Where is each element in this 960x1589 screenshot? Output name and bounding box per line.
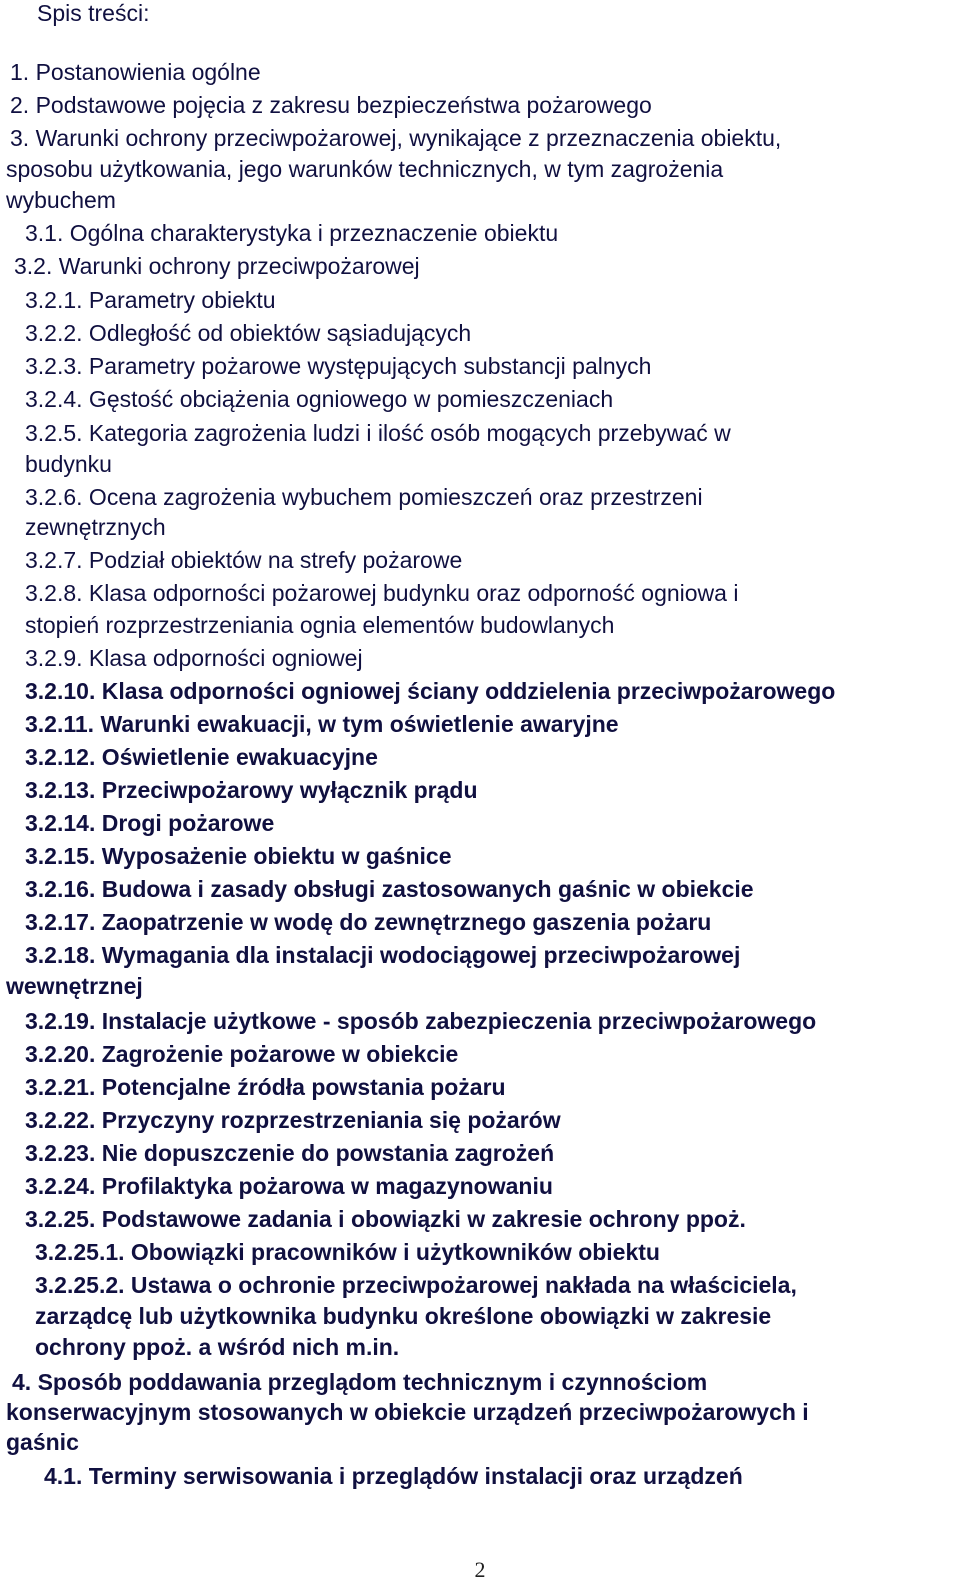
toc-entry: 4.1. Terminy serwisowania i przeglądów instalacji oraz urządzeń — [44, 1463, 743, 1489]
toc-entry: 3.2. Warunki ochrony przeciwpożarowej — [14, 253, 420, 279]
toc-title: Spis treści: — [37, 0, 150, 26]
toc-entry: ochrony ppoż. a wśród nich m.in. — [35, 1334, 400, 1360]
toc-entry: 3.2.2. Odległość od obiektów sąsiadujących — [25, 320, 472, 346]
toc-entry: gaśnic — [6, 1429, 79, 1455]
toc-entry: 2. Podstawowe pojęcia z zakresu bezpieczeństwa pożarowego — [10, 92, 652, 118]
toc-entry: 3.1. Ogólna charakterystyka i przeznaczenie obiektu — [25, 220, 559, 246]
toc-entry: 3.2.20. Zagrożenie pożarowe w obiekcie — [25, 1041, 459, 1067]
toc-entry: sposobu użytkowania, jego warunków technicznych, w tym zagrożenia — [6, 156, 724, 182]
toc-entry: wewnętrznej — [6, 973, 143, 999]
toc-entry: 3.2.7. Podział obiektów na strefy pożarowe — [25, 547, 463, 573]
toc-entry: 3.2.18. Wymagania dla instalacji wodociągowej przeciwpożarowej — [25, 942, 741, 968]
toc-entry: 3.2.19. Instalacje użytkowe - sposób zabezpieczenia przeciwpożarowego — [25, 1008, 817, 1034]
toc-entry: 3.2.16. Budowa i zasady obsługi zastosowanych gaśnic w obiekcie — [25, 876, 754, 902]
toc-entry: 3.2.25.2. Ustawa o ochronie przeciwpożarowej nakłada na właściciela, — [35, 1272, 797, 1298]
toc-entry: 3.2.21. Potencjalne źródła powstania pożaru — [25, 1074, 506, 1100]
toc-entry: 3.2.10. Klasa odporności ogniowej ściany oddzielenia przeciwpożarowego — [25, 678, 836, 704]
toc-entry: 3. Warunki ochrony przeciwpożarowej, wynikające z przeznaczenia obiektu, — [10, 125, 782, 151]
toc-entry: 4. Sposób poddawania przeglądom technicznym i czynnościom — [12, 1369, 708, 1395]
toc-entry: zarządcę lub użytkownika budynku określone obowiązki w zakresie — [35, 1303, 772, 1329]
toc-entry: 3.2.25.1. Obowiązki pracowników i użytkowników obiektu — [35, 1239, 660, 1265]
toc-entry: wybuchem — [6, 187, 116, 213]
toc-entry: 3.2.4. Gęstość obciążenia ogniowego w pomieszczeniach — [25, 386, 614, 412]
toc-entry: 3.2.14. Drogi pożarowe — [25, 810, 275, 836]
toc-entry: 3.2.1. Parametry obiektu — [25, 287, 276, 313]
toc-entry: 3.2.22. Przyczyny rozprzestrzeniania się pożarów — [25, 1107, 561, 1133]
toc-entry: 3.2.15. Wyposażenie obiektu w gaśnice — [25, 843, 452, 869]
toc-entry: 3.2.6. Ocena zagrożenia wybuchem pomieszczeń oraz przestrzeni — [25, 484, 703, 510]
toc-entry: 3.2.23. Nie dopuszczenie do powstania zagrożeń — [25, 1140, 555, 1166]
toc-entry: 1. Postanowienia ogólne — [10, 59, 261, 85]
toc-entry: 3.2.17. Zaopatrzenie w wodę do zewnętrznego gaszenia pożaru — [25, 909, 712, 935]
toc-entry: 3.2.9. Klasa odporności ogniowej — [25, 645, 363, 671]
toc-entry: konserwacyjnym stosowanych w obiekcie urządzeń przeciwpożarowych i — [6, 1399, 809, 1425]
toc-entry: zewnętrznych — [25, 514, 166, 540]
toc-entry: 3.2.5. Kategoria zagrożenia ludzi i ilość osób mogących przebywać w — [25, 420, 731, 446]
toc-entry: 3.2.3. Parametry pożarowe występujących substancji palnych — [25, 353, 652, 379]
toc-entry: 3.2.12. Oświetlenie ewakuacyjne — [25, 744, 378, 770]
toc-entry: 3.2.8. Klasa odporności pożarowej budynku oraz odporność ogniowa i — [25, 580, 739, 606]
toc-entry: budynku — [25, 451, 112, 477]
toc-entry: stopień rozprzestrzeniania ognia elementów budowlanych — [25, 612, 615, 638]
toc-entry: 3.2.13. Przeciwpożarowy wyłącznik prądu — [25, 777, 478, 803]
toc-entry: 3.2.11. Warunki ewakuacji, w tym oświetlenie awaryjne — [25, 711, 619, 737]
page-number: 2 — [474, 1557, 486, 1582]
toc-entry: 3.2.25. Podstawowe zadania i obowiązki w zakresie ochrony ppoż. — [25, 1206, 746, 1232]
toc-entry: 3.2.24. Profilaktyka pożarowa w magazynowaniu — [25, 1173, 553, 1199]
